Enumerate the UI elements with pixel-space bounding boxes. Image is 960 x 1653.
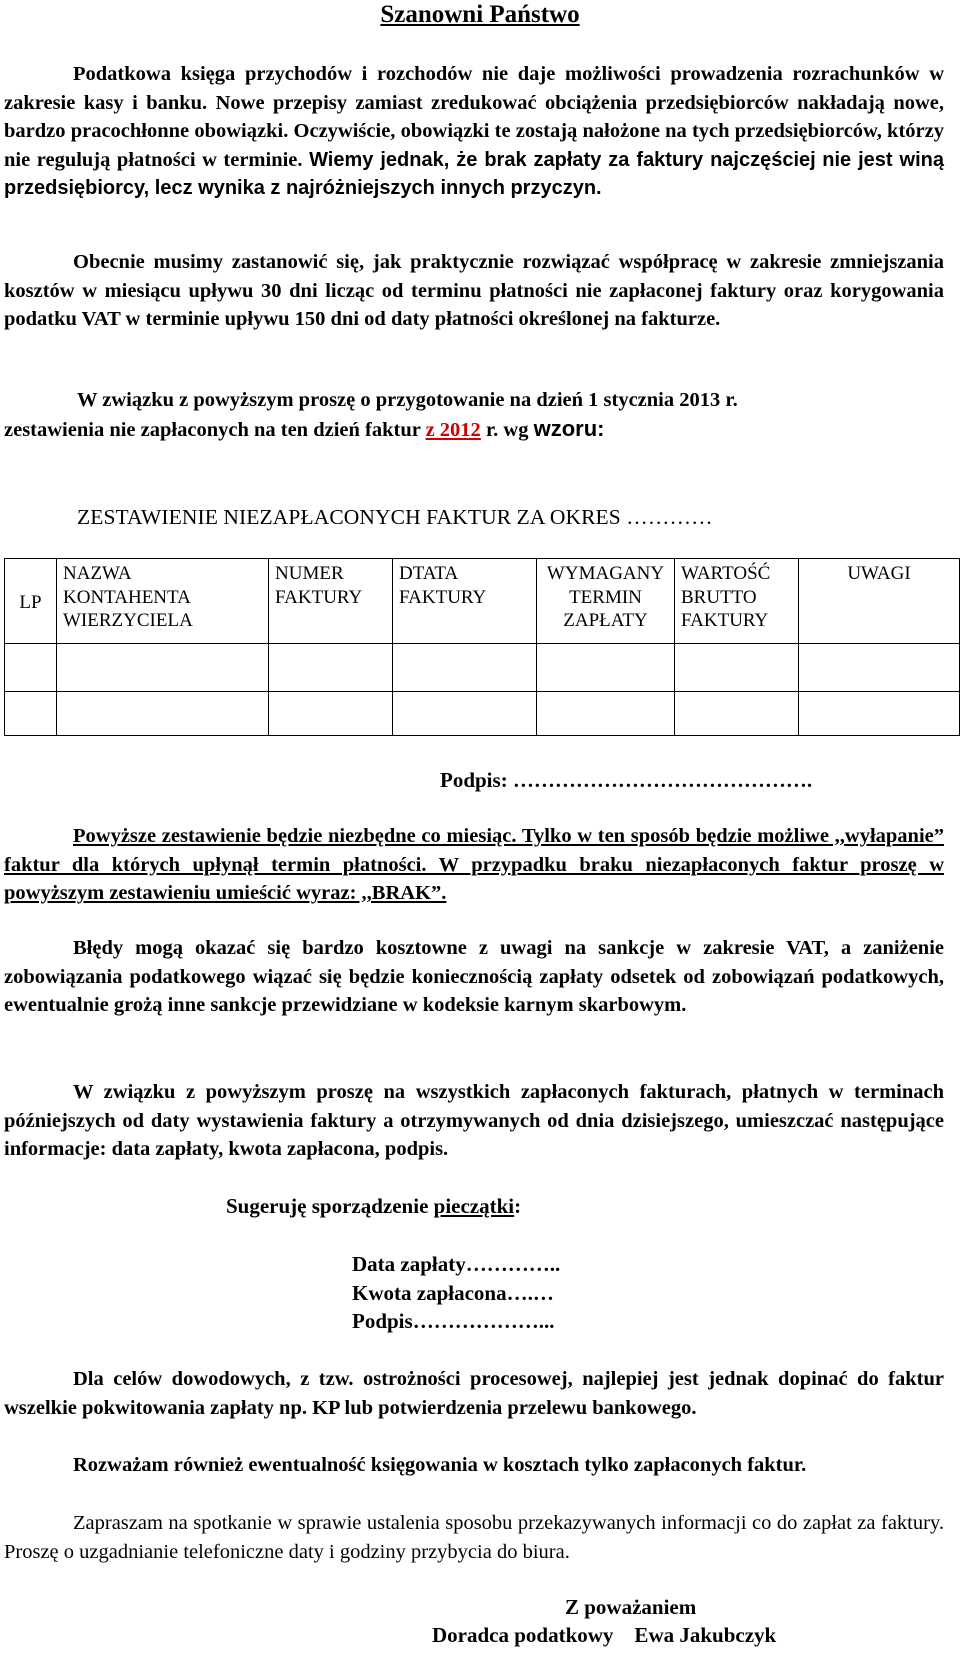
signature-line: Podpis: ……………………………………. <box>440 768 813 792</box>
header-invoice-number-l1: NUMER <box>275 563 344 584</box>
table-header-row <box>5 559 960 644</box>
header-due-date-l1: WYMAGANY <box>546 563 665 584</box>
table-cell[interactable] <box>537 692 675 736</box>
paragraph-intro <box>4 60 944 203</box>
table-heading: ZESTAWIENIE NIEZAPŁACONYCH FAKTUR ZA OKRES ………… <box>77 505 713 529</box>
table-cell[interactable] <box>57 692 269 736</box>
stamp-intro-text: Sugeruję sporządzenie <box>226 1194 434 1218</box>
paragraph-paid-invoices: W związku z powyższym proszę na wszystkich zapłaconych fakturach, płatnych w terminach późniejszych od daty wystawienia faktury a otrzymywanych od dnia dzisiejszego, umieszczać następujące informacje: data zapłaty, kwota zapłacona, podpis. <box>4 1081 944 1160</box>
table-cell[interactable] <box>269 644 393 692</box>
header-lp: LP <box>5 559 57 644</box>
paragraph-paid-costs: Rozważam również ewentualność księgowania w kosztach tylko zapłaconych faktur. <box>73 1454 807 1476</box>
table-row <box>5 692 960 736</box>
closing-salutation: Z poważaniem <box>565 1595 697 1619</box>
stamp-signature: Podpis………………... <box>352 1309 555 1333</box>
paragraph-errors: Błędy mogą okazać się bardzo kosztowne z uwagi na sankcje w zakresie VAT, a zaniżenie zobowiązania podatkowego wiązać się będzie koniecznością zapłaty odsetek od zobowiązań podatkowych, ewentualnie grożą inne sankcje przewidziane w kodeksie karnym skarbowym. <box>4 937 944 1016</box>
table-cell[interactable] <box>5 644 57 692</box>
header-invoice-date-l1: DTATA <box>399 563 459 584</box>
paragraph-intro-sans-b: nie jest winą przedsiębiorcy, lecz wynika z najróżniejszych innych przyczyn. <box>4 148 945 199</box>
header-invoice-date <box>393 559 537 644</box>
stamp-payment-date: Data zapłaty………….. <box>352 1252 561 1276</box>
stamp-amount-paid: Kwota zapłacona….… <box>352 1280 554 1305</box>
stamp-intro <box>226 1192 521 1221</box>
stamp-intro-word: pieczątki <box>433 1194 515 1218</box>
header-invoice-date-l2: FAKTURY <box>399 586 487 608</box>
header-due-date-l3: ZAPŁATY <box>563 610 648 631</box>
stamp-template <box>352 1250 560 1336</box>
paragraph-intro-sans-a: Wiemy jednak, że brak zapłaty za faktury najczęściej <box>309 148 816 171</box>
header-contractor-l1: NAZWA <box>63 563 132 584</box>
invoice-table <box>4 558 960 736</box>
table-cell[interactable] <box>799 644 960 692</box>
header-invoice-number <box>269 559 393 644</box>
header-gross-value-l1: WARTOŚĆ <box>681 563 771 584</box>
request-line-2 <box>4 415 944 445</box>
template-label: wzoru: <box>533 415 605 441</box>
closing-signature: Doradca podatkowy Ewa Jakubczyk <box>432 1623 777 1647</box>
table-cell[interactable] <box>799 692 960 736</box>
paragraph-monthly: Powyższe zestawienie będzie niezbędne co miesiąc. Tylko w ten sposób będzie możliwe ,,wyłapanie” faktur dla których upłynął termin płatności. W przypadku braku niezapłaconych faktur proszę w powyższym zestawieniu umieścić wyraz: ,,BRAK”. <box>4 825 944 904</box>
header-contractor-l2: KONTAHENTA <box>63 586 191 608</box>
paragraph-request <box>4 386 944 444</box>
request-line-1: W związku z powyższym proszę o przygotowanie na dzień 1 stycznia 2013 r. <box>77 389 738 411</box>
header-contractor <box>57 559 269 644</box>
table-cell[interactable] <box>5 692 57 736</box>
table-cell[interactable] <box>57 644 269 692</box>
table-cell[interactable] <box>675 644 799 692</box>
stamp-intro-colon: : <box>514 1194 522 1218</box>
header-notes: UWAGI <box>799 559 960 644</box>
table-cell[interactable] <box>393 644 537 692</box>
paragraph-invitation: Zapraszam na spotkanie w sprawie ustalenia sposobu przekazywanych informacji co do zapłat za faktury. Proszę o uzgadnianie telefoniczne daty i godziny przybycia do biura. <box>4 1512 944 1563</box>
paragraph-evidence: Dla celów dowodowych, z tzw. ostrożności procesowej, najlepiej jest jednak dopinać do faktur wszelkie pokwitowania zapłaty np. KP lub potwierdzenia przelewu bankowego. <box>4 1368 944 1419</box>
table-row <box>5 644 960 692</box>
year-link[interactable]: z 2012 <box>425 418 481 441</box>
request-line-2-suffix: r. wg <box>485 418 529 441</box>
header-contractor-l3: WIERZYCIELA <box>63 610 193 631</box>
table-cell[interactable] <box>393 692 537 736</box>
header-gross-value-l2: BRUTTO <box>681 586 757 608</box>
header-gross-value-l3: FAKTURY <box>681 610 769 631</box>
paragraph-cooperation: Obecnie musimy zastanowić się, jak praktycznie rozwiązać współpracę w zakresie zmniejszania kosztów w miesiącu upływu 30 dni licząc od terminu płatności nie zapłaconej faktury oraz korygowania podatku VAT w terminie upływu 150 dni od daty płatności określonej na fakturze. <box>4 251 944 330</box>
table-cell[interactable] <box>269 692 393 736</box>
header-gross-value <box>675 559 799 644</box>
header-invoice-number-l2: FAKTURY <box>275 586 363 608</box>
request-line-2-text: zestawienia nie zapłaconych na ten dzień faktur <box>4 418 421 441</box>
header-due-date-l2: TERMIN <box>569 586 642 608</box>
paragraph-intro-serif: Podatkowa księga przychodów i rozchodów nie daje możliwości prowadzenia rozrachunków w zakresie kasy i banku. Nowe przepisy zamiast zredukować obciążenia przedsiębiorców nakładają nowe, bardzo pracochłonne obowiązki. Oczywiście, obowiązki te zostają nałożone na tych przedsiębiorców, którzy nie regulują płatności w terminie. <box>4 63 944 171</box>
page-title: Szanowni Państwo <box>380 1 580 28</box>
table-cell[interactable] <box>537 644 675 692</box>
table-cell[interactable] <box>675 692 799 736</box>
header-due-date <box>537 559 675 644</box>
